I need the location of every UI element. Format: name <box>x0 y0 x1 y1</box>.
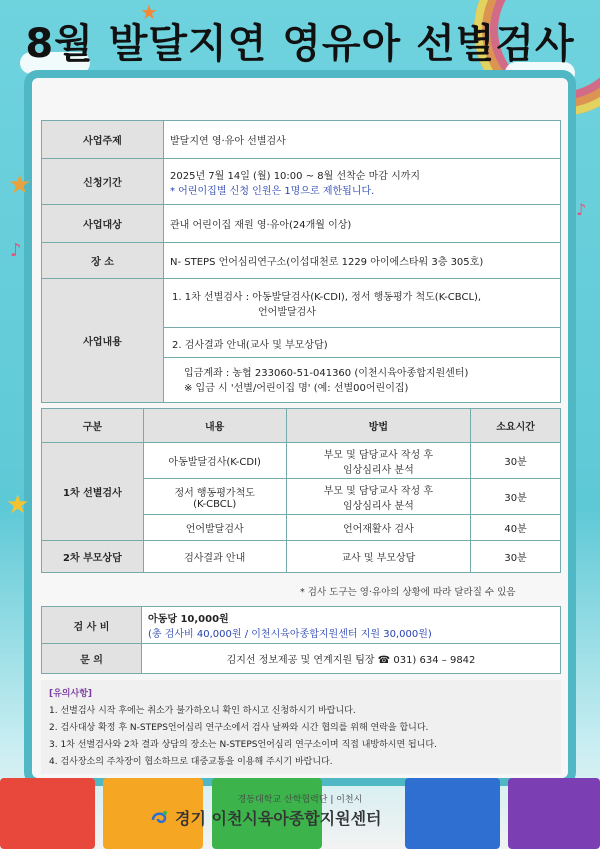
footer-subtitle: 경동대학교 산학협력단 | 이천시 <box>237 795 363 805</box>
caution-box <box>41 680 561 774</box>
column-header: 소요시간 <box>471 409 561 443</box>
program-item-2: 2. 검사결과 안내(교사 및 부모상담) <box>164 328 560 358</box>
page-title: 8월 발달지연 영유아 선별검사 <box>25 21 575 67</box>
method-line: 부모 및 담당교사 작성 후 <box>323 485 434 497</box>
time-cell: 30분 <box>471 541 561 573</box>
method-line: 임상심리사 분석 <box>342 500 414 512</box>
fee-value <box>142 607 561 644</box>
table-row <box>42 541 561 573</box>
fee-contact-table <box>41 606 561 674</box>
method-cell <box>286 443 471 479</box>
content-line: 정서 행동평가척도 <box>174 487 255 499</box>
group-label: 2차 부모상담 <box>42 541 144 573</box>
color-block <box>0 778 95 849</box>
content-cell: 검사결과 안내 <box>143 541 286 573</box>
column-header: 내용 <box>143 409 286 443</box>
row-label: 사업내용 <box>42 279 164 403</box>
account-line1: 입금계좌 : 농협 233060-51-041360 (이천시육아종합지원센터) <box>184 367 469 379</box>
caution-item: 1. 선별검사 시작 후에는 취소가 불가하오니 확인 하시고 신청하시기 바랍니다. <box>49 706 356 716</box>
row-label: 사업주제 <box>42 121 164 159</box>
star-icon: ★ <box>8 170 32 200</box>
content-cell: 아동발달검사(K-CDI) <box>143 443 286 479</box>
method-cell: 언어재활사 검사 <box>286 515 471 541</box>
content-cell <box>143 479 286 515</box>
table-row <box>42 279 561 403</box>
row-label: 신청기간 <box>42 159 164 205</box>
content-line: (K-CBCL) <box>193 498 237 510</box>
method-line: 임상심리사 분석 <box>342 464 414 476</box>
method-line: 부모 및 담당교사 작성 후 <box>323 449 434 461</box>
table-row <box>42 644 561 674</box>
period-text: 2025년 7월 14일 (월) 10:00 ~ 8월 선착순 마감 시까지 <box>170 170 421 182</box>
row-value <box>164 159 561 205</box>
schedule-table <box>41 408 561 573</box>
table-header-row <box>42 409 561 443</box>
fee-line1: 아동당 10,000원 <box>148 614 229 625</box>
contact-label: 문 의 <box>42 644 142 674</box>
time-cell: 30분 <box>471 479 561 515</box>
caution-item: 4. 검사장소의 주차장이 협소하므로 대중교통을 이용해 주시기 바랍니다. <box>49 757 333 767</box>
center-logo-icon <box>150 808 170 828</box>
time-cell: 40분 <box>471 515 561 541</box>
group-label: 1차 선별검사 <box>42 443 144 541</box>
row-value: 관내 어린이집 재원 영·유아(24개월 이상) <box>164 205 561 243</box>
row-label: 사업대상 <box>42 205 164 243</box>
table-row <box>42 205 561 243</box>
star-icon: ★ <box>6 490 30 520</box>
music-note-icon: ♪ <box>576 200 587 219</box>
color-block <box>508 778 600 849</box>
caution-item: 3. 1차 선별검사와 2차 결과 상담의 장소는 N-STEPS언어심리 연구소이며 직접 내방하시면 됩니다. <box>49 740 437 750</box>
caution-item: 2. 검사대상 확정 후 N-STEPS언어심리 연구소에서 검사 날짜와 시간 협의를 위해 연락을 합니다. <box>49 723 429 733</box>
program-item-1-line1: 1. 1차 선별검사 : 아동발달검사(K-CDI), 정서 행동평가 척도(K-CBCL), <box>172 291 482 303</box>
method-cell <box>286 479 471 515</box>
program-item-1 <box>164 282 560 328</box>
music-note-icon: ♪ <box>10 240 22 261</box>
table-row <box>42 243 561 279</box>
column-header: 구분 <box>42 409 144 443</box>
content-cell: 언어발달검사 <box>143 515 286 541</box>
account-line2: ※ 입금 시 '선별/어린이집 명' (예: 선별00어린이집) <box>184 382 409 394</box>
fee-label: 검 사 비 <box>42 607 142 644</box>
table-row <box>42 121 561 159</box>
table-row <box>42 443 561 479</box>
period-note: * 어린이집별 신청 인원은 1명으로 제한됩니다. <box>170 185 375 197</box>
row-value: 발달지연 영·유아 선별검사 <box>164 121 561 159</box>
fee-line2: (총 검사비 40,000원 / 이천시육아종합지원센터 지원 30,000원) <box>148 629 432 640</box>
program-cell <box>164 279 561 403</box>
footer-center-name: 경기 이천시육아종합지원센터 <box>175 809 382 828</box>
contact-value: 김지선 정보제공 및 연계지원 팀장 ☎ 031) 634 – 9842 <box>142 644 561 674</box>
info-table <box>41 120 561 403</box>
table-row <box>42 607 561 644</box>
method-cell: 교사 및 부모상담 <box>286 541 471 573</box>
account-info <box>164 358 560 400</box>
star-icon: ★ <box>140 0 158 24</box>
row-label: 장 소 <box>42 243 164 279</box>
table-row <box>42 159 561 205</box>
time-cell: 30분 <box>471 443 561 479</box>
schedule-footnote: * 검사 도구는 영·유아의 상황에 따라 달라질 수 있음 <box>300 587 516 598</box>
column-header: 방법 <box>286 409 471 443</box>
caution-title: [유의사항] <box>49 689 93 699</box>
row-value: N- STEPS 언어심리연구소(이섭대천로 1229 아이에스타워 3층 305호) <box>164 243 561 279</box>
program-item-1-line2: 언어발달검사 <box>258 306 316 318</box>
